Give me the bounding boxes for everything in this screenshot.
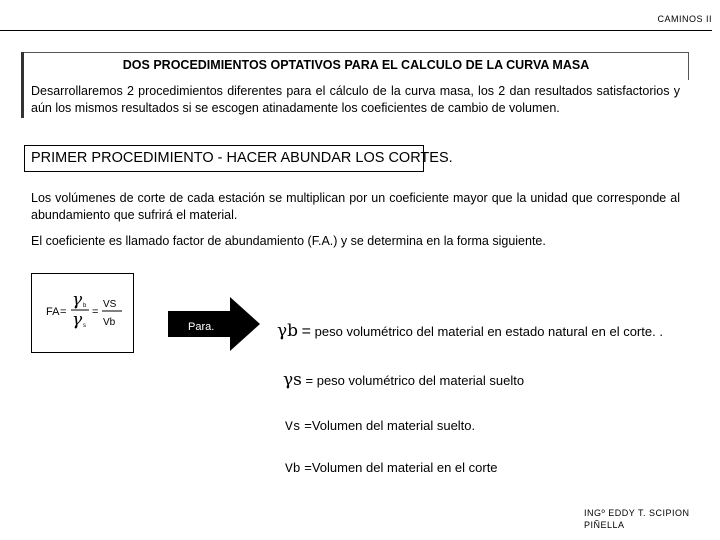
gamma-s-symbol: γs [283, 370, 302, 390]
gamma-denominator-sub: s [83, 323, 86, 329]
author-signature [584, 507, 689, 531]
intro-paragraph: Desarrollaremos 2 procedimientos diferentes para el cálculo de la curva masa, los 2 dan resultados satisfactorios y aún los mismos resultados si se escogen atinadamente los coeficientes de cambio de volumen. [31, 84, 680, 115]
arrow-label: Para. [188, 321, 215, 333]
formula-graphic [32, 274, 133, 352]
course-header: CAMINOS II [657, 14, 712, 24]
vs-text: =Volumen del material suelto. [304, 418, 476, 433]
author-line-1: INGº EDDY T. SCIPION [584, 508, 690, 518]
vs-symbol: Vs [285, 419, 301, 434]
header-divider [0, 30, 712, 31]
v-denominator: Vb [103, 317, 116, 328]
gamma-numerator-sub: b [83, 303, 87, 309]
procedure-paragraph: Los volúmenes de corte de cada estación se multiplican por un coeficiente mayor que la unidad que corresponde al abundamiento que sufrirá el material. [31, 191, 680, 222]
gamma-numerator: γ [72, 290, 83, 310]
v-numerator: VS [103, 299, 117, 310]
section-heading: PRIMER PROCEDIMIENTO - HACER ABUNDAR LOS CORTES. [31, 150, 453, 166]
definition-gamma-b [277, 323, 677, 340]
slide-title: DOS PROCEDIMIENTOS OPTATIVOS PARA EL CALCULO DE LA CURVA MASA [122, 58, 590, 72]
formula-lhs: FA [46, 306, 60, 318]
right-arrow-icon [168, 295, 263, 353]
coefficient-paragraph: El coeficiente es llamado factor de abundamiento (F.A.) y se determina en la forma siguiente. [31, 234, 546, 248]
gamma-denominator: γ [72, 310, 83, 330]
gamma-b-text: peso volumétrico del material en estado natural en el corte. . [314, 324, 663, 339]
definition-vs [285, 418, 475, 435]
gamma-b-equals: = [301, 323, 312, 340]
formula-equals-1: = [60, 306, 67, 318]
gamma-s-text: = peso volumétrico del material suelto [305, 373, 525, 388]
formula-box [31, 273, 134, 353]
vb-text: =Volumen del material en el corte [304, 460, 498, 475]
definition-gamma-s [283, 372, 524, 389]
author-line-2: PIÑELLA [584, 520, 625, 530]
title-right-line [688, 52, 689, 80]
gamma-b-symbol: γb [277, 321, 299, 341]
title-top-line [24, 52, 688, 53]
vb-symbol: Vb [285, 461, 301, 476]
definition-vb [285, 460, 498, 477]
formula-equals-2: = [92, 306, 99, 318]
